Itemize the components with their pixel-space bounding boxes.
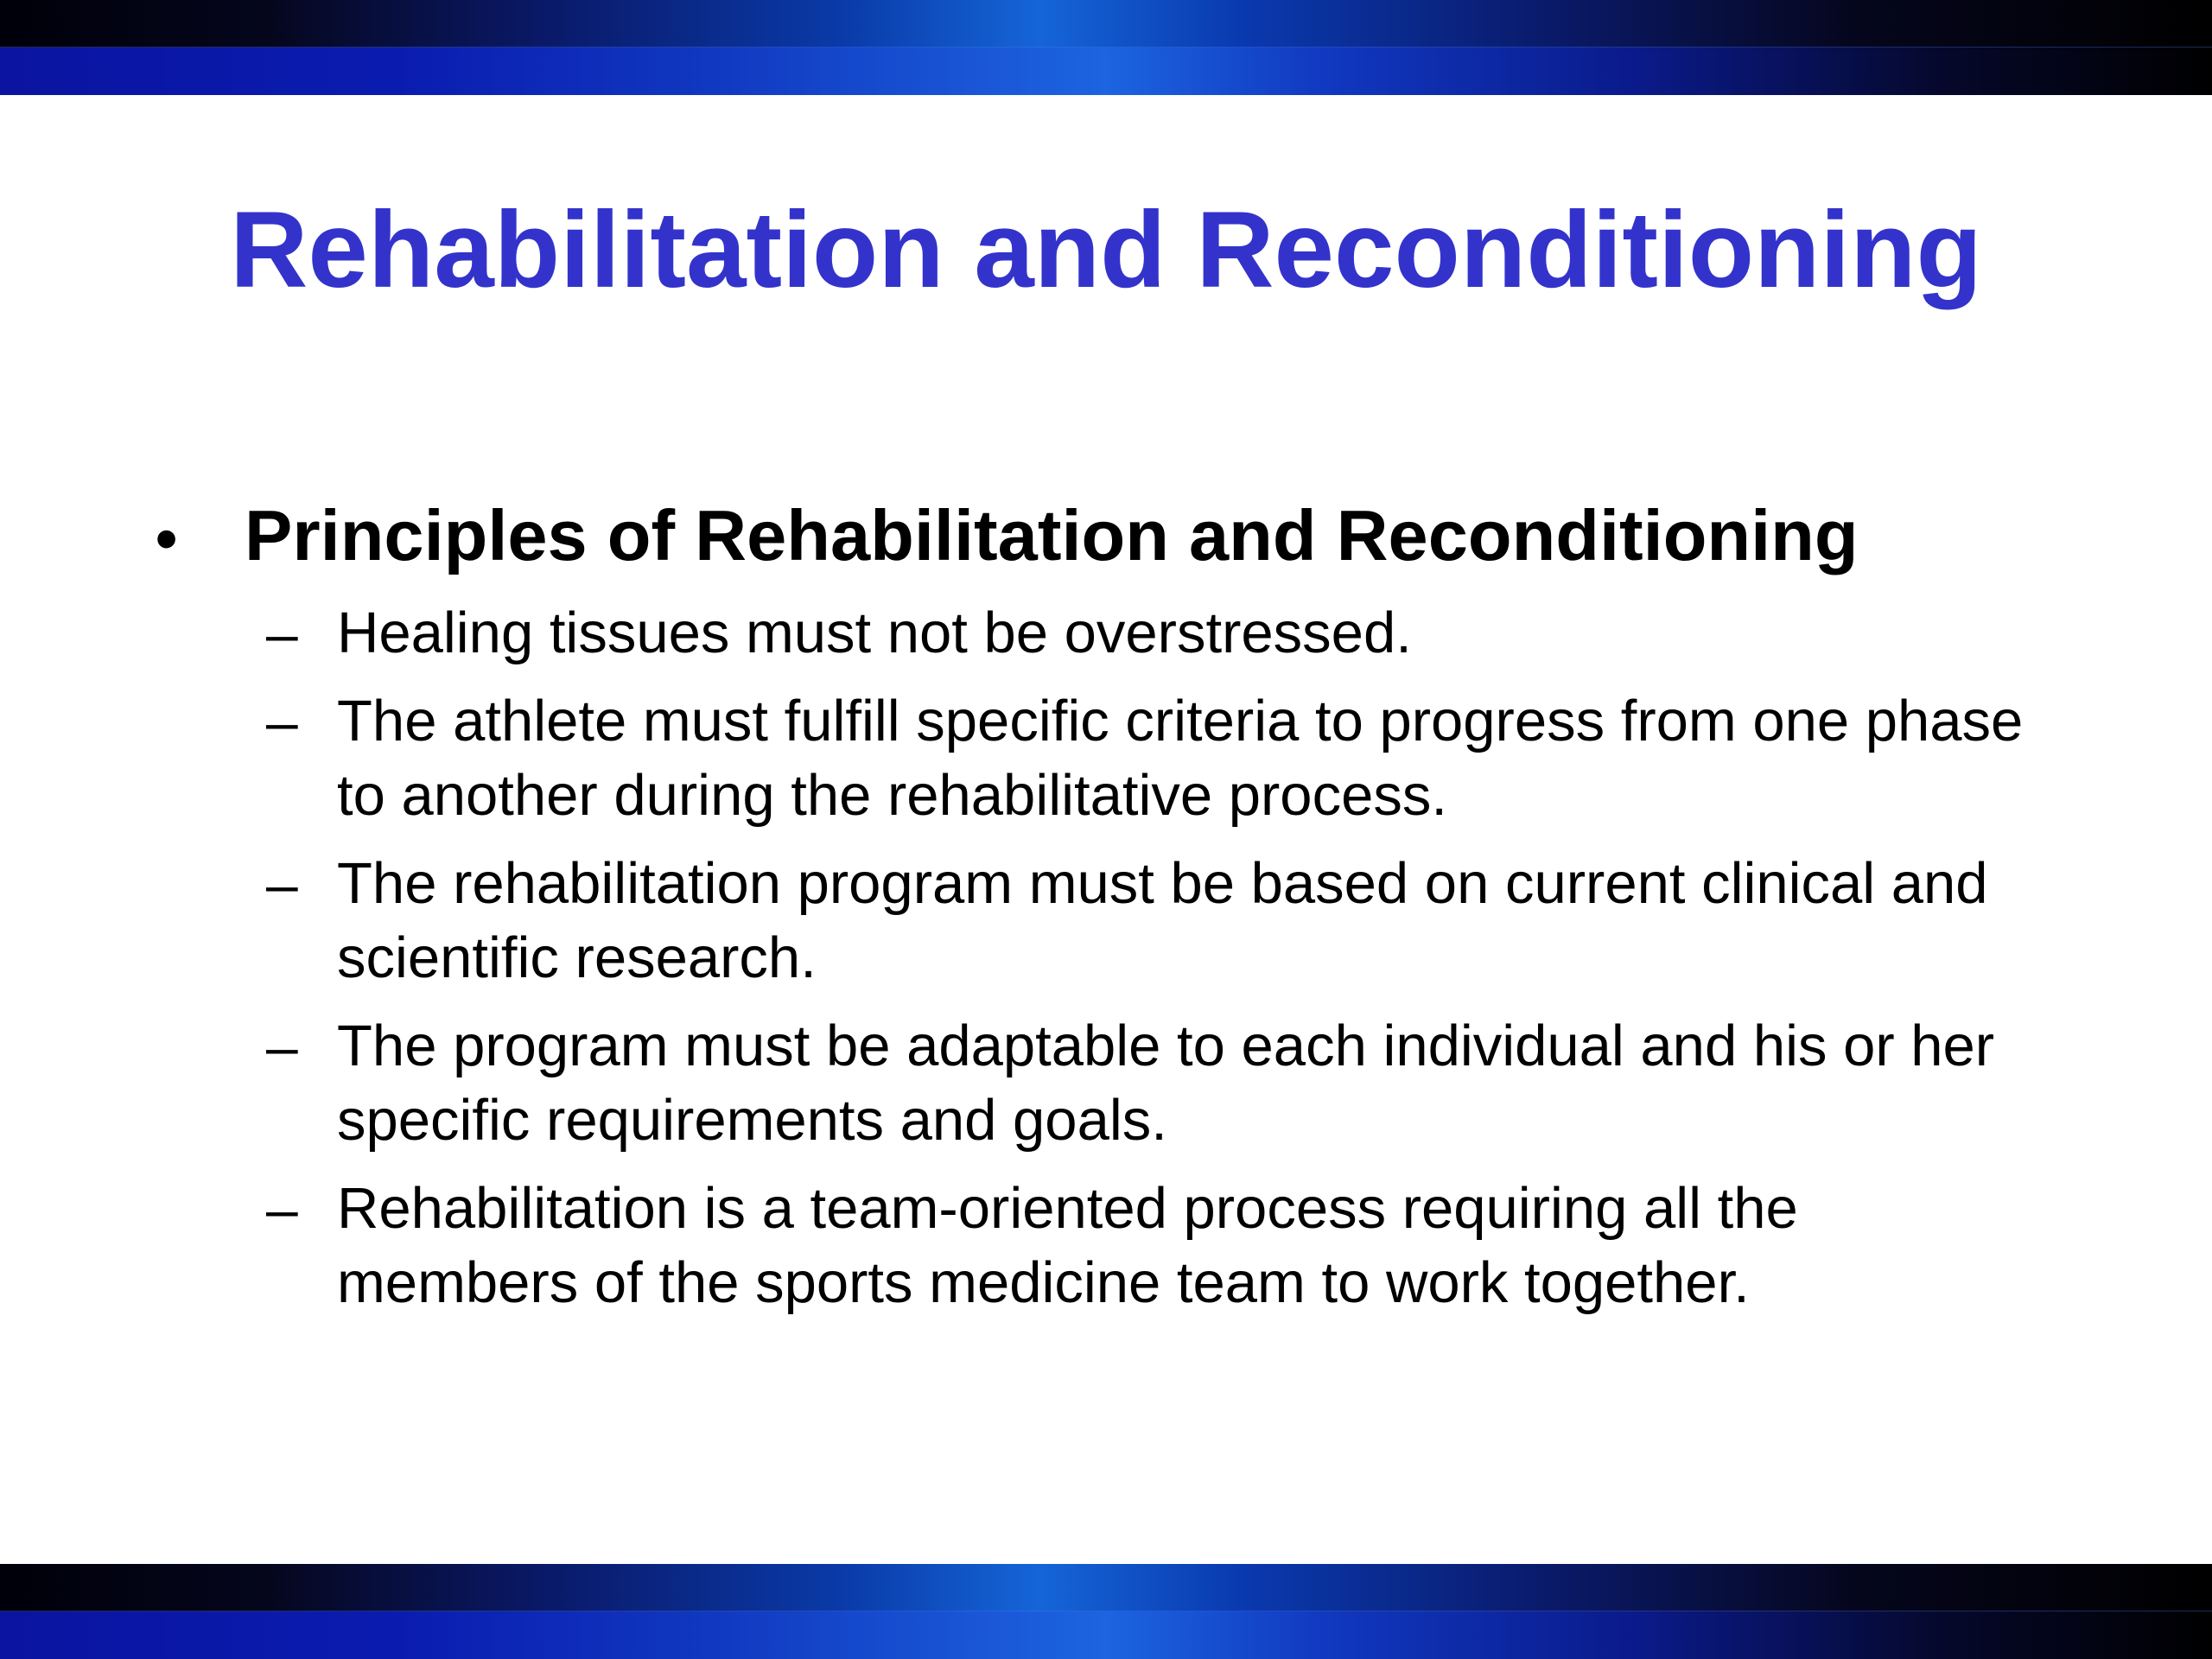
sub-bullet-item [266, 596, 2063, 671]
bottom-decorative-band [0, 1564, 2212, 1659]
sub-bullet-text: The program must be adaptable to each individual and his or her specific requirements and goals. [337, 1014, 1995, 1153]
sub-bullet-item [266, 684, 2063, 833]
dash-marker: – [266, 852, 298, 916]
dash-marker: – [266, 690, 298, 753]
main-bullet [156, 493, 2056, 582]
top-decorative-band [0, 0, 2212, 95]
sub-bullet-text: Rehabilitation is a team-oriented process requiring all the members of the sports medicine team to work together. [337, 1176, 1798, 1315]
top-band-blue-strip [0, 48, 2212, 95]
main-bullet-text: Principles of Rehabilitation and Reconditioning [245, 495, 1859, 575]
dash-marker: – [266, 1177, 298, 1241]
dash-marker: – [266, 601, 298, 665]
sub-bullet-text: The athlete must fulfill specific criteria to progress from one phase to another during the rehabilitative process. [337, 689, 2024, 828]
sub-bullet-item [266, 1009, 2063, 1158]
sub-bullet-item [266, 1172, 2063, 1320]
sub-bullet-text: Healing tissues must not be overstressed. [337, 601, 1412, 665]
slide-body [156, 493, 2056, 1320]
bottom-band-dark-strip [0, 1564, 2212, 1611]
bullet-marker: • [156, 505, 178, 574]
sub-bullet-item [266, 847, 2063, 995]
sub-bullet-text: The rehabilitation program must be based on current clinical and scientific research. [337, 851, 1988, 990]
slide-title: Rehabilitation and Reconditioning [230, 190, 1982, 310]
dash-marker: – [266, 1014, 298, 1078]
top-band-dark-strip [0, 0, 2212, 48]
bottom-band-blue-strip [0, 1611, 2212, 1659]
sub-bullet-list [266, 596, 2063, 1320]
